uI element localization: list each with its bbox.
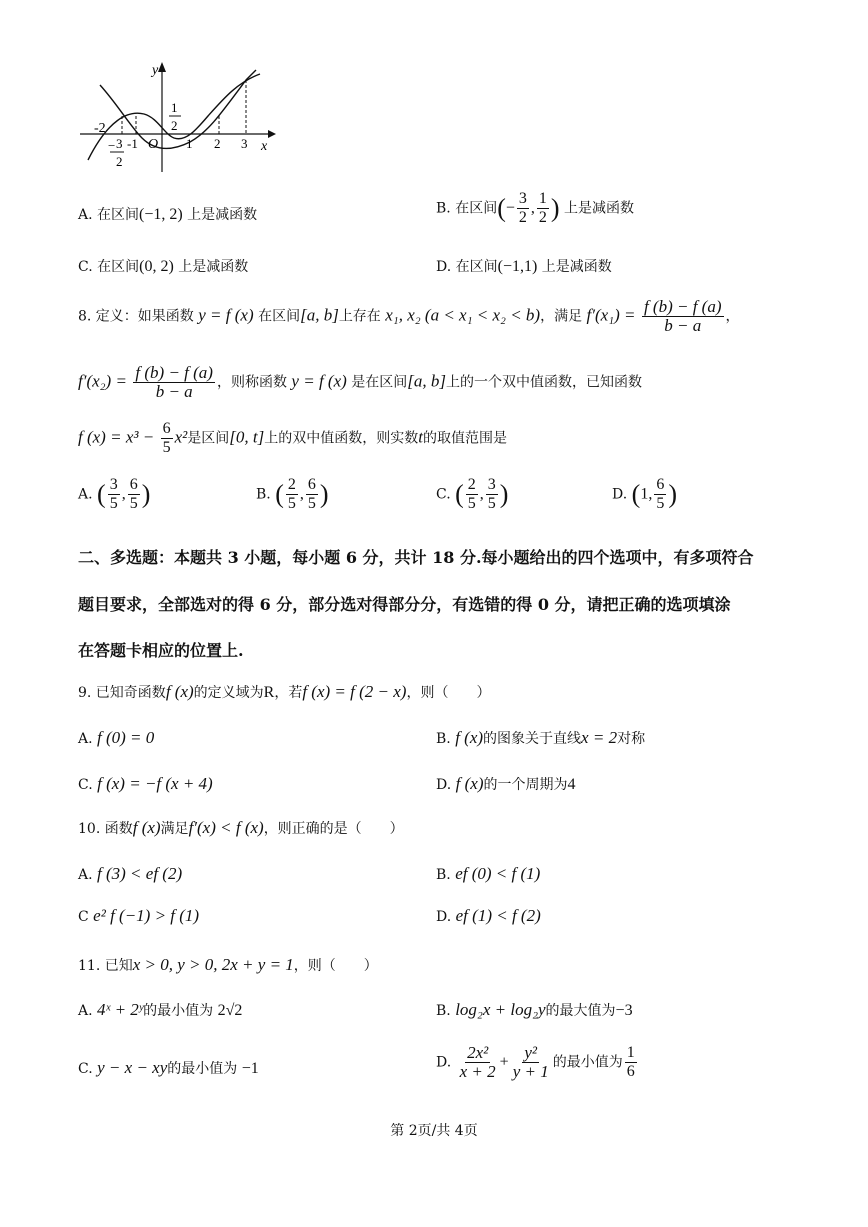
q9-option-a[interactable]	[78, 728, 154, 748]
frac-num: 2	[287, 476, 296, 493]
q9-stem	[78, 682, 490, 702]
text: 9. 已知奇函数	[78, 685, 166, 701]
text: 11. 已知	[78, 958, 133, 974]
text: 上的双中值函数，则实数	[264, 430, 419, 447]
frac-num: 6	[656, 476, 665, 493]
q10-option-b[interactable]	[436, 864, 540, 884]
text: ，则称函数	[216, 374, 287, 391]
q9-option-d[interactable]	[436, 774, 575, 794]
math: y = f (x)	[291, 371, 347, 391]
math: e² f (−1) > f (1)	[93, 906, 200, 925]
text: 的最小值为	[143, 1003, 214, 1019]
math: 4ˣ + 2ʸ	[97, 1000, 144, 1019]
q7-option-c[interactable]	[78, 256, 248, 276]
option-interval: (0, 2)	[139, 258, 174, 275]
frac-den: 5	[487, 495, 496, 512]
frac-num: 6	[162, 420, 171, 437]
option-value: 1,	[640, 485, 653, 503]
tick-half-num: 1	[171, 100, 178, 115]
text: ，	[725, 308, 740, 325]
frac-den: 6	[626, 1063, 635, 1080]
math: f′(x) < f (x)	[188, 818, 264, 837]
frac-num: 6	[129, 476, 138, 493]
text: 的一个周期为	[483, 777, 568, 793]
svg-text:−: −	[108, 138, 116, 153]
q9-option-c[interactable]	[78, 774, 213, 794]
section-heading-line3: 在答题卡相应的位置上.	[78, 641, 244, 660]
math: f (3) < ef (2)	[97, 864, 183, 883]
option-letter: D.	[436, 259, 452, 275]
option-text: 在区间	[455, 200, 498, 217]
tick-neg2: -2	[94, 121, 106, 136]
math: x₁, x₂ (a < x₁ < x₂ < b)	[385, 305, 541, 325]
option-letter: C.	[78, 777, 93, 793]
option-letter: B.	[436, 200, 451, 217]
option-text: 在区间	[455, 259, 498, 275]
text: ，满足	[540, 308, 583, 325]
option-letter: C	[78, 909, 89, 925]
frac-den: b − a	[155, 382, 193, 401]
tick-3: 3	[241, 136, 248, 151]
frac-num: y²	[524, 1043, 538, 1062]
text: 满足	[160, 821, 189, 837]
origin-label: O	[148, 137, 159, 152]
y-axis-label: y	[152, 63, 159, 78]
math: f′(x₂) =	[78, 371, 127, 391]
q8-option-a[interactable]: A. ( $\frac{3}{5}$ , $\frac{6}{5}$ )	[78, 476, 151, 512]
text: 上存在	[338, 308, 381, 325]
q10-option-d[interactable]	[436, 906, 541, 926]
frac-den: 5	[109, 495, 118, 512]
option-letter: A.	[78, 867, 93, 883]
q8-line1	[78, 298, 740, 335]
option-tail: 上是减函数	[564, 200, 635, 217]
math: R	[263, 684, 275, 701]
frac-den: 5	[307, 495, 316, 512]
section-heading-line2: 题目要求，全部选对的得 6 分，部分选对得部分分，有选错的得 0 分，请把正确的选项填涂	[78, 595, 731, 614]
option-letter: A.	[78, 486, 93, 503]
option-tail: 上是减函数	[178, 259, 249, 275]
tick-2: 2	[214, 136, 221, 151]
q8-option-c[interactable]: C. ( $\frac{2}{5}$ , $\frac{3}{5}$ )	[436, 476, 509, 512]
q10-option-a[interactable]	[78, 864, 182, 884]
frac-num: 6	[307, 476, 316, 493]
q9-option-b[interactable]	[436, 728, 645, 748]
option-letter: B.	[436, 867, 451, 883]
option-text: 在区间	[97, 207, 140, 223]
q8-option-b[interactable]: B. ( $\frac{2}{5}$ , $\frac{6}{5}$ )	[256, 476, 329, 512]
q11-stem	[78, 955, 378, 975]
text: 的最小值为	[167, 1061, 238, 1077]
frac-num: 1	[538, 190, 547, 207]
frac-den: 5	[656, 495, 665, 512]
math: y = f (x)	[198, 305, 254, 325]
option-letter: D.	[436, 1054, 452, 1071]
text: 在区间	[258, 308, 301, 325]
frac-den: b − a	[664, 316, 702, 335]
q11-option-d[interactable]	[436, 1044, 639, 1081]
section-heading-line1: 二、多选题：本题共 3 小题，每小题 6 分，共计 18 分.每小题给出的四个选项中，有多项符合	[78, 548, 754, 567]
x-axis-label: x	[261, 139, 268, 154]
option-interval: (−1,1)	[497, 258, 538, 275]
math: −3	[615, 1002, 633, 1019]
option-text: 在区间	[97, 259, 140, 275]
math: f (x)	[165, 682, 194, 701]
tick-half-den: 2	[171, 118, 178, 133]
q8-stem: 8. 定义：如果函数	[78, 308, 194, 325]
option-letter: A.	[78, 731, 93, 747]
math: y − x − xy	[97, 1058, 168, 1077]
page-footer: 第 2页/共 4页	[390, 1123, 478, 1139]
math: t	[418, 427, 423, 447]
text: ，则（ ）	[406, 685, 491, 701]
tick-1: 1	[186, 136, 193, 151]
math: f (x)	[132, 818, 161, 837]
q10-stem	[78, 818, 404, 838]
text: 的取值范围是	[423, 430, 507, 447]
option-letter: B.	[436, 731, 451, 747]
math: f (x)	[455, 728, 484, 747]
q11-option-c[interactable]	[78, 1058, 259, 1078]
frac-den: 2	[518, 209, 527, 226]
frac-num: 3	[518, 190, 527, 207]
frac-num: f (b) − f (a)	[643, 297, 722, 316]
tick-neg3over2-num: 3	[116, 136, 123, 151]
q8-line3	[78, 420, 507, 457]
math: f (0) = 0	[97, 728, 155, 747]
math: f (x) = f (2 − x)	[302, 682, 407, 701]
math: −1	[241, 1060, 259, 1077]
math: log₂x + log₂y	[455, 1000, 546, 1019]
math: f (x) = x³ −	[78, 427, 155, 447]
math: x²	[174, 427, 188, 447]
q11-option-a[interactable]	[78, 1000, 242, 1020]
text: 上的一个双中值函数，已知函数	[445, 374, 642, 391]
option-letter: B.	[436, 1003, 451, 1019]
math: f′(x₁) =	[586, 305, 636, 325]
text: 的最大值为	[545, 1003, 616, 1019]
option-letter: C.	[78, 1061, 93, 1077]
option-letter: C.	[436, 486, 451, 503]
text: ，若	[274, 685, 303, 701]
q11-option-b[interactable]	[436, 1000, 633, 1020]
function-graph	[78, 60, 278, 175]
text: 的图象关于直线	[483, 731, 582, 747]
option-tail: 上是减函数	[541, 259, 612, 275]
q7-option-b[interactable]: B. 在区间(− $\frac{3}{2}$ , $\frac{1}{2}$ ) 上是减函数	[436, 190, 635, 226]
q7-option-d[interactable]	[436, 256, 612, 276]
frac-den: y + 1	[512, 1062, 549, 1081]
text: 是区间	[187, 430, 230, 447]
math: 2√2	[217, 1002, 243, 1019]
option-tail: 上是减函数	[187, 207, 258, 223]
frac-den: 5	[162, 439, 171, 456]
frac-den: x + 2	[459, 1062, 496, 1081]
text: 的最小值为	[552, 1054, 623, 1071]
math: x > 0, y > 0, 2x + y = 1	[132, 955, 294, 974]
option-letter: D.	[436, 909, 452, 925]
text: 10. 函数	[78, 821, 133, 837]
math: [a, b]	[300, 305, 339, 325]
text: 的定义域为	[193, 685, 264, 701]
math: [0, t]	[229, 427, 265, 447]
tick-neg1: -1	[127, 136, 138, 151]
frac-num: 1	[626, 1044, 635, 1061]
q8-option-d[interactable]: D. (1, $\frac{6}{5}$ )	[612, 476, 677, 512]
frac-num: 3	[487, 476, 496, 493]
text: 是在区间	[351, 374, 408, 391]
math: 4	[567, 776, 576, 793]
math: ef (0) < f (1)	[455, 864, 541, 883]
math: f (x) = −f (x + 4)	[97, 774, 213, 793]
option-letter: A.	[78, 207, 93, 223]
q8-line2	[78, 364, 642, 401]
option-letter: A.	[78, 1003, 93, 1019]
option-letter: D.	[612, 486, 628, 503]
frac-den: 5	[287, 495, 296, 512]
math: ef (1) < f (2)	[455, 906, 541, 925]
frac-num: f (b) − f (a)	[135, 363, 213, 382]
math: f (x)	[455, 774, 484, 793]
math: +	[499, 1053, 509, 1071]
q10-option-c[interactable]	[78, 906, 199, 926]
q7-option-a[interactable]	[78, 204, 257, 224]
frac-num: 2x²	[467, 1043, 489, 1062]
text: ，则正确的是（ ）	[263, 821, 404, 837]
option-interval: (−1, 2)	[139, 206, 183, 223]
option-letter: C.	[78, 259, 93, 275]
math: x = 2	[581, 728, 618, 747]
frac-den: 2	[538, 209, 547, 226]
option-letter: D.	[436, 777, 452, 793]
tick-neg3over2-den: 2	[116, 154, 123, 169]
text: 对称	[617, 731, 646, 747]
text: ，则（ ）	[293, 958, 378, 974]
frac-den: 5	[467, 495, 476, 512]
option-letter: B.	[256, 486, 271, 503]
frac-num: 3	[109, 476, 118, 493]
frac-den: 5	[129, 495, 138, 512]
math: [a, b]	[407, 371, 446, 391]
frac-num: 2	[467, 476, 476, 493]
